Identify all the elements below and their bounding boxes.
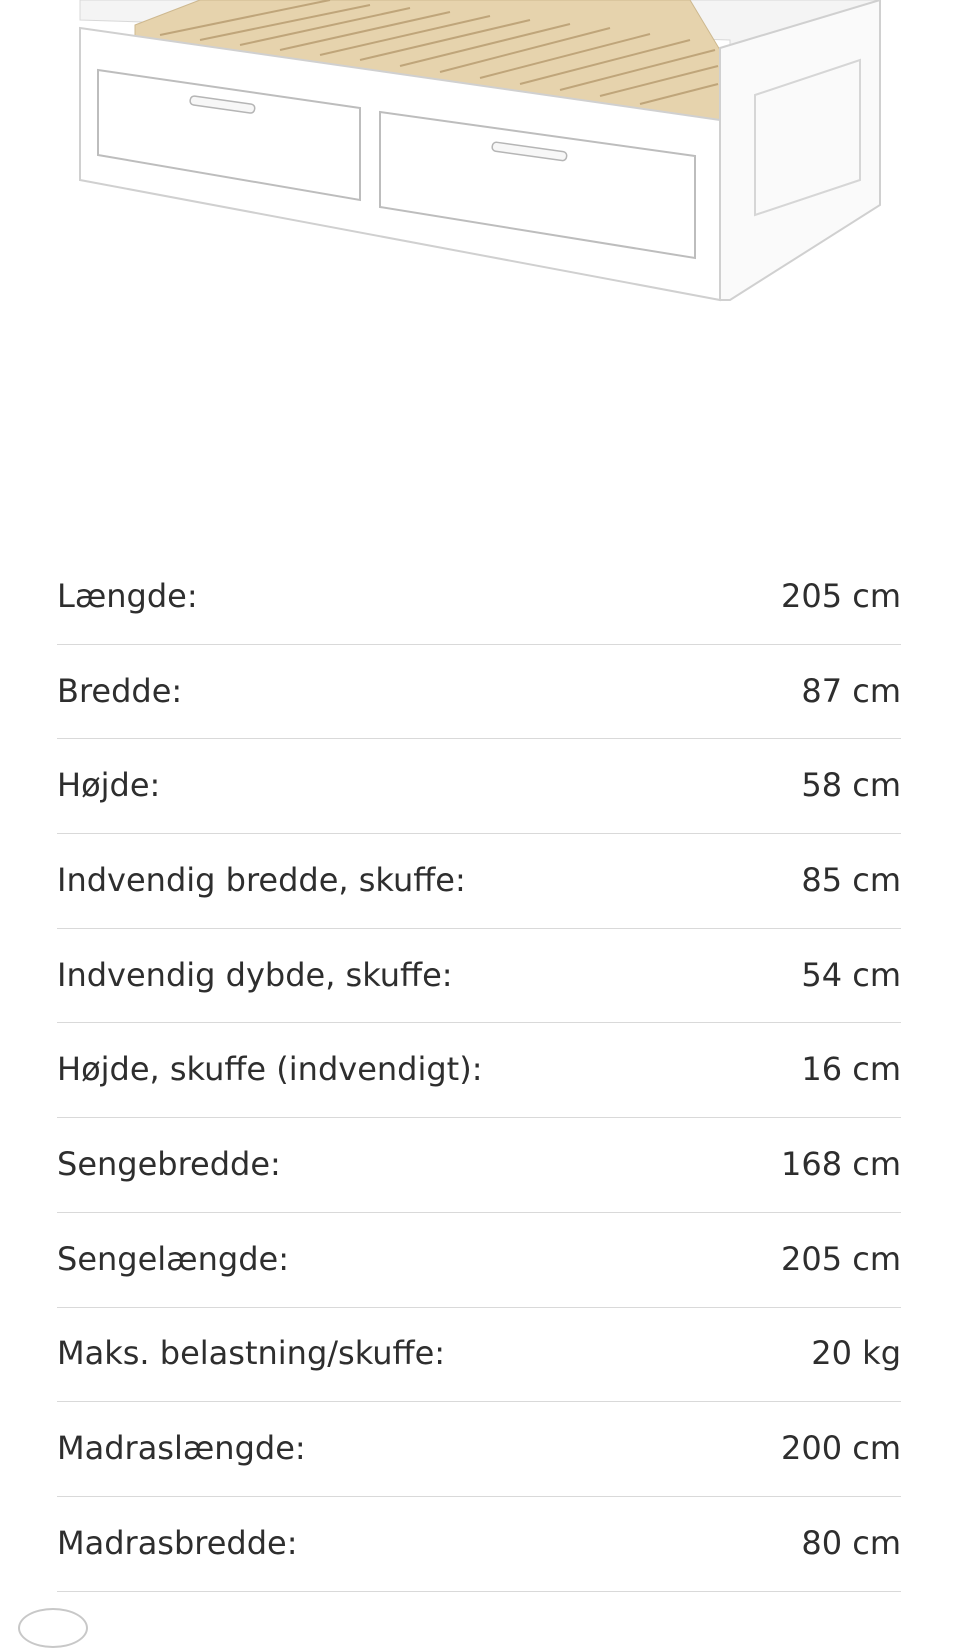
spec-value: 205 cm xyxy=(780,1239,901,1278)
spec-row-max-load-drawer xyxy=(57,1308,901,1403)
spec-label: Maks. belastning/skuffe: xyxy=(57,1334,446,1373)
product-image xyxy=(0,0,960,520)
spec-label: Madrasbredde: xyxy=(57,1523,298,1562)
spec-row-drawer-inner-width xyxy=(57,834,901,929)
spec-row-length xyxy=(57,550,901,645)
spec-value: 87 cm xyxy=(801,671,901,710)
spec-label: Indvendig dybde, skuffe: xyxy=(57,955,453,994)
spec-label: Højde: xyxy=(57,766,161,805)
spec-value: 205 cm xyxy=(780,576,901,615)
spec-value: 200 cm xyxy=(780,1429,901,1468)
spec-value: 58 cm xyxy=(801,766,901,805)
daybed-illustration xyxy=(0,0,960,520)
spec-row-mattress-width xyxy=(57,1497,901,1592)
spec-label: Bredde: xyxy=(57,671,183,710)
specs-table xyxy=(57,550,901,1592)
spec-value: 20 kg xyxy=(811,1334,901,1373)
spec-label: Højde, skuffe (indvendigt): xyxy=(57,1050,483,1089)
spec-row-bed-width xyxy=(57,1118,901,1213)
spec-row-bed-length xyxy=(57,1213,901,1308)
spec-row-width xyxy=(57,645,901,740)
spec-row-drawer-inner-depth xyxy=(57,929,901,1024)
spec-row-mattress-length xyxy=(57,1402,901,1497)
spec-value: 85 cm xyxy=(801,860,901,899)
spec-label: Madraslængde: xyxy=(57,1429,306,1468)
partial-circle-button[interactable] xyxy=(18,1608,88,1648)
spec-label: Sengebredde: xyxy=(57,1144,281,1183)
spec-value: 16 cm xyxy=(801,1050,901,1089)
spec-row-drawer-inner-height xyxy=(57,1023,901,1118)
spec-value: 54 cm xyxy=(801,955,901,994)
spec-label: Sengelængde: xyxy=(57,1239,289,1278)
spec-label: Længde: xyxy=(57,576,198,615)
spec-value: 168 cm xyxy=(780,1144,901,1183)
spec-label: Indvendig bredde, skuffe: xyxy=(57,860,466,899)
spec-value: 80 cm xyxy=(801,1523,901,1562)
spec-row-height xyxy=(57,739,901,834)
